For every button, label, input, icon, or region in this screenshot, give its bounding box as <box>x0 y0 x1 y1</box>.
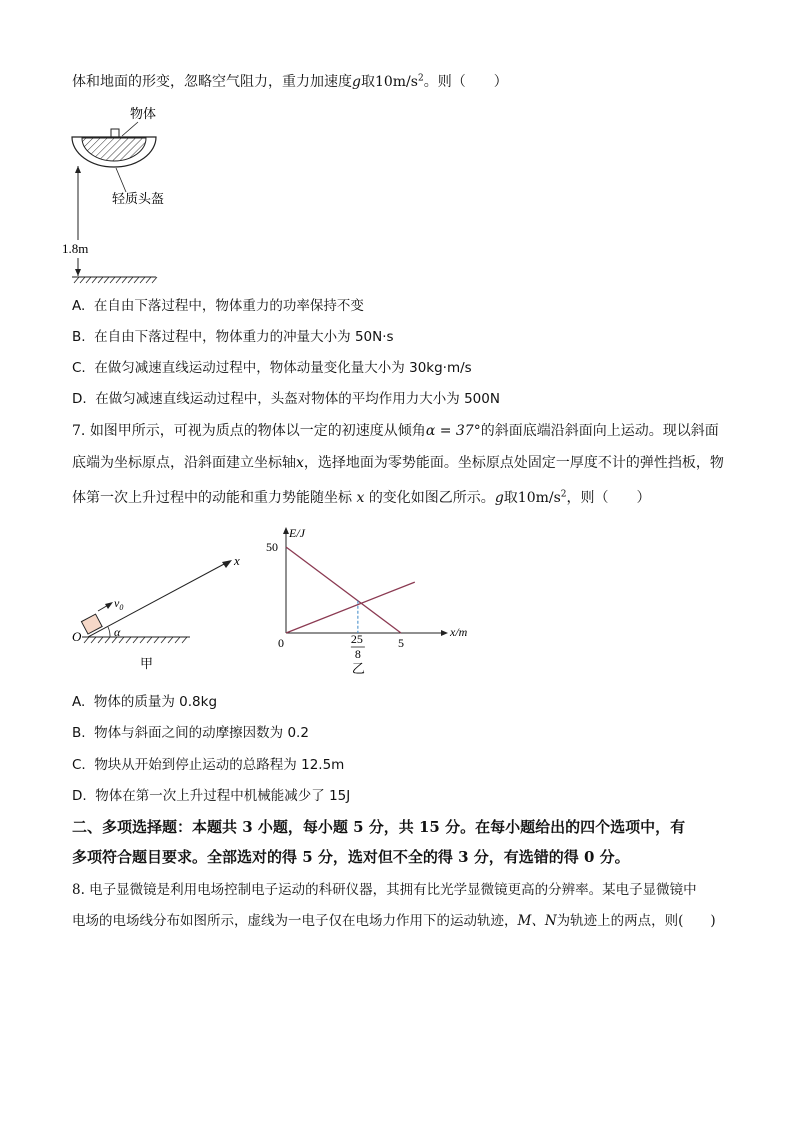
helmet-label: 轻质头盔 <box>112 191 165 206</box>
potential-energy-line <box>286 582 415 633</box>
ground-hatch <box>74 277 157 283</box>
q7-line-2: 底端为坐标原点，沿斜面建立坐标轴x，选择地面为零势能面。坐标原点处固定一厚度不计的弹性挡板，物 <box>72 455 724 471</box>
q8-line-1: 8. 电子显微镜是利用电场控制电子运动的科研仪器，其拥有比光学显微镜更高的分辨率。某电子显微镜中 <box>72 882 697 898</box>
q6-helmet-figure <box>60 100 200 290</box>
q7-option-d: D. 物体在第一次上升过程中机械能减少了 15J <box>72 788 351 804</box>
q6-option-b: B. 在自由下落过程中，物体重力的冲量大小为 50N·s <box>72 329 394 345</box>
q7-option-c: C. 物块从开始到停止运动的总路程为 12.5m <box>72 757 345 773</box>
angle-alpha: α <box>114 625 121 639</box>
q8-line-2: 电场的电场线分布如图所示，虚线为一电子仅在电场力作用下的运动轨迹，M、N为轨迹上的两点，则( ) <box>72 913 716 929</box>
q6-option-d: D. 在做匀减速直线运动过程中，头盔对物体的平均作用力大小为 500N <box>72 391 500 407</box>
v0-label: $v_0$ <box>114 596 124 612</box>
alpha-equation: α = 37° <box>425 423 481 439</box>
fraction-numerator: 25 <box>350 632 363 646</box>
y-tick-50: 50 <box>266 540 278 554</box>
g-symbol: g <box>352 74 361 90</box>
g-value: 10m/s <box>374 74 418 90</box>
q7-option-a: A. 物体的质量为 0.8kg <box>72 694 218 710</box>
q6-option-a: A. 在自由下落过程中，物体重力的功率保持不变 <box>72 298 364 314</box>
section2-heading-line2: 多项符合题目要求。全部选对的得 5 分，选对但不全的得 3 分，有选错的得 0 分。 <box>72 848 630 866</box>
q6-option-c: C. 在做匀减速直线运动过程中，物体动量变化量大小为 30kg·m/s <box>72 360 472 376</box>
incline-axis <box>88 563 226 637</box>
object-label: 物体 <box>130 106 157 121</box>
caption-yi: 乙 <box>351 661 365 676</box>
x-tick-5: 5 <box>398 636 404 650</box>
svg-text:x: x <box>234 553 240 568</box>
q7-option-b: B. 物体与斜面之间的动摩擦因数为 0.2 <box>72 725 309 741</box>
section2-heading-line1: 二、多项选择题：本题共 3 小题，每小题 5 分，共 15 分。在每小题给出的四个选项中，有 <box>72 818 686 836</box>
y-axis-label: E/J <box>289 526 305 540</box>
origin-zero: 0 <box>278 636 284 650</box>
q7-line-3: 体第一次上升过程中的动能和重力势能随坐标 x 的变化如图乙所示。g取$10m/s^2$，则（ ） <box>72 489 651 506</box>
x-axis-label: x/m <box>450 625 468 639</box>
fraction-denominator: 8 <box>354 647 361 661</box>
height-label: 1.8m <box>62 241 89 256</box>
mn-points: M、N <box>517 913 557 929</box>
kinetic-energy-line <box>286 547 401 633</box>
q7-line-1: 7. 如图甲所示，可视为质点的物体以一定的初速度从倾角α = 37°的斜面底端沿斜面向上运动。现以斜面 <box>72 423 719 439</box>
origin-o: O <box>72 629 82 644</box>
q7-figure-jia <box>66 545 256 675</box>
q7-figure-yi <box>266 526 482 677</box>
caption-jia: 甲 <box>140 656 154 671</box>
q6-intro-line: 体和地面的形变，忽略空气阻力，重力加速度g取$10m/s^2$。则（ ） <box>72 73 508 90</box>
